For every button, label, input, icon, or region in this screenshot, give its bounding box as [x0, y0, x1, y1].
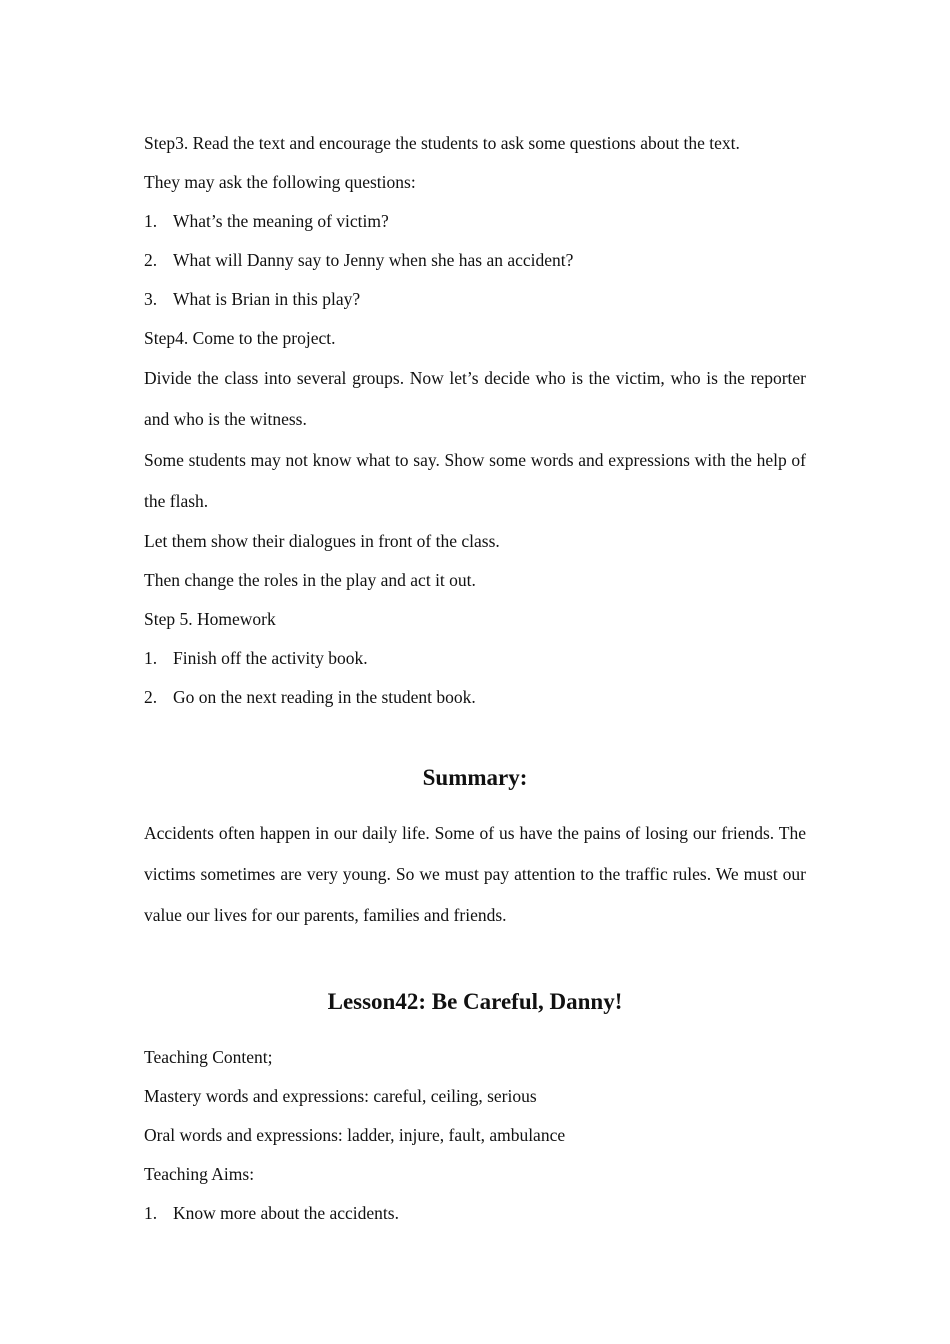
summary-paragraph: Accidents often happen in our daily life. Some of us have the pains of losing our friends. The victims sometimes are very young. So we must pay attention to the traffic rules. We must our value our lives for our parents, families and friends. [144, 823, 806, 925]
let-them-line: Let them show their dialogues in front of the class. [144, 531, 500, 551]
list-item [144, 678, 806, 717]
list-text: What will Danny say to Jenny when she has an accident? [173, 250, 574, 270]
then-change-line: Then change the roles in the play and act it out. [144, 570, 476, 590]
aims-list [144, 1194, 806, 1233]
step3-line: Step3. Read the text and encourage the students to ask some questions about the text. [144, 133, 740, 153]
list-text: What is Brian in this play? [173, 289, 361, 309]
summary-heading: Summary: [422, 765, 528, 790]
some-students-paragraph: Some students may not know what to say. Show some words and expressions with the help of the flash. [144, 450, 806, 511]
questions-intro: They may ask the following questions: [144, 172, 416, 192]
step4-line: Step4. Come to the project. [144, 328, 336, 348]
step5-line: Step 5. Homework [144, 609, 276, 629]
list-number: 3. [144, 289, 158, 309]
mastery-words-line: Mastery words and expressions: careful, ceiling, serious [144, 1086, 537, 1106]
list-item [144, 280, 806, 319]
list-number: 1. [144, 1203, 158, 1223]
divide-paragraph: Divide the class into several groups. Now let’s decide who is the victim, who is the reporter and who is the witness. [144, 368, 806, 429]
list-item [144, 202, 806, 241]
teaching-content-label: Teaching Content; [144, 1047, 273, 1067]
oral-words-line: Oral words and expressions: ladder, injure, fault, ambulance [144, 1125, 566, 1145]
questions-list [144, 202, 806, 319]
list-text: Go on the next reading in the student book. [173, 687, 476, 707]
list-number: 2. [144, 687, 158, 707]
list-number: 1. [144, 211, 158, 231]
list-item [144, 1194, 806, 1233]
list-text: Finish off the activity book. [173, 648, 368, 668]
teaching-aims-label: Teaching Aims: [144, 1164, 255, 1184]
homework-list [144, 639, 806, 717]
list-text: Know more about the accidents. [173, 1203, 399, 1223]
list-text: What’s the meaning of victim? [173, 211, 389, 231]
lesson-heading: Lesson42: Be Careful, Danny! [327, 989, 623, 1014]
list-item [144, 241, 806, 280]
list-item [144, 639, 806, 678]
list-number: 2. [144, 250, 158, 270]
document-page [144, 124, 806, 1233]
list-number: 1. [144, 648, 158, 668]
